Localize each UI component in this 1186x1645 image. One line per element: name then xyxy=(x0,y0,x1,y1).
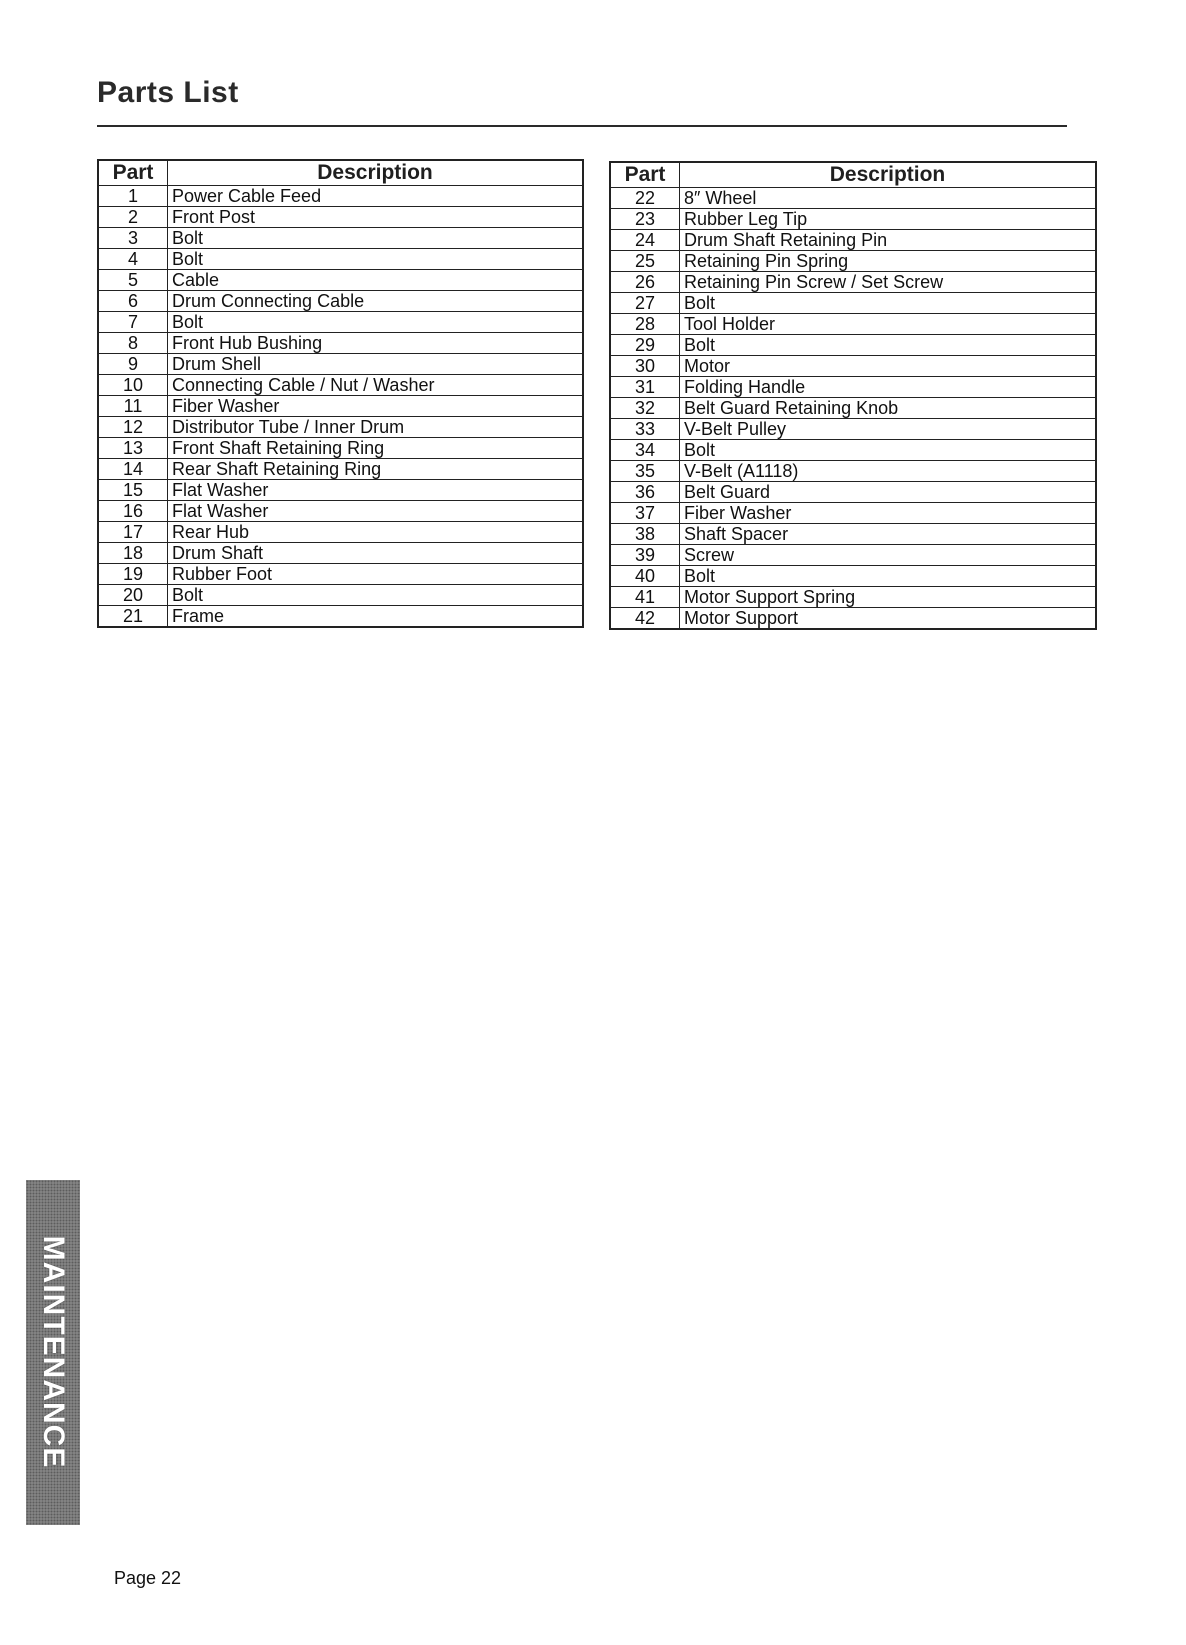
part-number: 15 xyxy=(98,480,168,501)
part-number: 24 xyxy=(610,230,680,251)
part-number: 21 xyxy=(98,606,168,628)
part-description: Drum Connecting Cable xyxy=(168,291,584,312)
part-number: 5 xyxy=(98,270,168,291)
table-row xyxy=(98,480,583,501)
table-header-row xyxy=(610,162,1096,188)
part-description: Rear Hub xyxy=(168,522,584,543)
part-description: Bolt xyxy=(168,312,584,333)
parts-table-left xyxy=(97,159,584,628)
part-number: 41 xyxy=(610,587,680,608)
table-row xyxy=(98,270,583,291)
part-description: Motor Support xyxy=(680,608,1097,630)
part-number: 3 xyxy=(98,228,168,249)
table-row xyxy=(610,377,1096,398)
part-number: 1 xyxy=(98,186,168,207)
table-row xyxy=(610,566,1096,587)
part-description: Rubber Foot xyxy=(168,564,584,585)
column-header-part: Part xyxy=(610,162,680,188)
table-row xyxy=(610,608,1096,630)
table-row xyxy=(98,333,583,354)
part-description: Fiber Washer xyxy=(680,503,1097,524)
part-number: 22 xyxy=(610,188,680,209)
part-number: 2 xyxy=(98,207,168,228)
part-number: 7 xyxy=(98,312,168,333)
part-number: 29 xyxy=(610,335,680,356)
part-number: 8 xyxy=(98,333,168,354)
part-description: Tool Holder xyxy=(680,314,1097,335)
part-description: Belt Guard Retaining Knob xyxy=(680,398,1097,419)
part-description: Screw xyxy=(680,545,1097,566)
table-row xyxy=(98,438,583,459)
parts-table-right xyxy=(609,161,1097,630)
table-row xyxy=(98,375,583,396)
part-number: 20 xyxy=(98,585,168,606)
part-number: 42 xyxy=(610,608,680,630)
part-description: Rear Shaft Retaining Ring xyxy=(168,459,584,480)
table-row xyxy=(98,207,583,228)
page-number: Page 22 xyxy=(114,1568,182,1588)
maintenance-section-tab xyxy=(26,1180,80,1525)
part-number: 23 xyxy=(610,209,680,230)
table-row xyxy=(98,354,583,375)
table-row xyxy=(98,186,583,207)
part-number: 19 xyxy=(98,564,168,585)
table-header-row xyxy=(98,160,583,186)
part-description: Bolt xyxy=(680,440,1097,461)
part-description: Bolt xyxy=(168,228,584,249)
table-row xyxy=(610,398,1096,419)
part-description: Drum Shaft Retaining Pin xyxy=(680,230,1097,251)
table-row xyxy=(610,272,1096,293)
part-number: 39 xyxy=(610,545,680,566)
table-row xyxy=(610,335,1096,356)
table-row xyxy=(610,461,1096,482)
part-description: Flat Washer xyxy=(168,480,584,501)
part-description: Motor xyxy=(680,356,1097,377)
title-divider xyxy=(97,125,1067,127)
part-description: Drum Shell xyxy=(168,354,584,375)
part-number: 31 xyxy=(610,377,680,398)
part-description: 8″ Wheel xyxy=(680,188,1097,209)
part-description: Retaining Pin Spring xyxy=(680,251,1097,272)
table-row xyxy=(610,188,1096,209)
part-number: 37 xyxy=(610,503,680,524)
table-row xyxy=(610,356,1096,377)
part-description: Connecting Cable / Nut / Washer xyxy=(168,375,584,396)
part-number: 4 xyxy=(98,249,168,270)
table-row xyxy=(98,564,583,585)
part-number: 27 xyxy=(610,293,680,314)
part-description: Shaft Spacer xyxy=(680,524,1097,545)
part-number: 6 xyxy=(98,291,168,312)
table-row xyxy=(610,251,1096,272)
table-row xyxy=(98,249,583,270)
part-number: 11 xyxy=(98,396,168,417)
table-row xyxy=(98,459,583,480)
part-description: Bolt xyxy=(168,585,584,606)
table-row xyxy=(610,482,1096,503)
part-number: 30 xyxy=(610,356,680,377)
part-number: 36 xyxy=(610,482,680,503)
part-description: Front Post xyxy=(168,207,584,228)
table-row xyxy=(610,545,1096,566)
table-row xyxy=(610,209,1096,230)
table-row xyxy=(98,501,583,522)
part-description: V-Belt (A1118) xyxy=(680,461,1097,482)
part-number: 32 xyxy=(610,398,680,419)
part-description: Front Shaft Retaining Ring xyxy=(168,438,584,459)
part-description: Cable xyxy=(168,270,584,291)
part-number: 16 xyxy=(98,501,168,522)
part-description: Rubber Leg Tip xyxy=(680,209,1097,230)
table-row xyxy=(98,606,583,628)
table-row xyxy=(610,419,1096,440)
part-number: 9 xyxy=(98,354,168,375)
part-description: Motor Support Spring xyxy=(680,587,1097,608)
part-description: Bolt xyxy=(680,335,1097,356)
table-row xyxy=(610,314,1096,335)
table-row xyxy=(610,524,1096,545)
table-row xyxy=(98,585,583,606)
table-row xyxy=(98,543,583,564)
table-row xyxy=(610,293,1096,314)
part-number: 25 xyxy=(610,251,680,272)
part-description: Front Hub Bushing xyxy=(168,333,584,354)
part-number: 10 xyxy=(98,375,168,396)
part-number: 18 xyxy=(98,543,168,564)
table-row xyxy=(610,503,1096,524)
part-number: 38 xyxy=(610,524,680,545)
column-header-description: Description xyxy=(680,162,1097,188)
table-row xyxy=(98,228,583,249)
part-description: Frame xyxy=(168,606,584,628)
part-description: Bolt xyxy=(680,566,1097,587)
part-number: 33 xyxy=(610,419,680,440)
part-number: 40 xyxy=(610,566,680,587)
part-description: V-Belt Pulley xyxy=(680,419,1097,440)
part-number: 34 xyxy=(610,440,680,461)
part-description: Belt Guard xyxy=(680,482,1097,503)
section-tab-label: MAINTENANCE xyxy=(37,1235,70,1469)
part-number: 35 xyxy=(610,461,680,482)
column-header-description: Description xyxy=(168,160,584,186)
part-description: Distributor Tube / Inner Drum xyxy=(168,417,584,438)
part-number: 12 xyxy=(98,417,168,438)
table-row xyxy=(98,291,583,312)
table-row xyxy=(98,396,583,417)
part-description: Bolt xyxy=(680,293,1097,314)
table-row xyxy=(98,522,583,543)
table-row xyxy=(610,440,1096,461)
column-header-part: Part xyxy=(98,160,168,186)
table-row xyxy=(98,312,583,333)
part-description: Retaining Pin Screw / Set Screw xyxy=(680,272,1097,293)
part-description: Folding Handle xyxy=(680,377,1097,398)
part-number: 14 xyxy=(98,459,168,480)
part-description: Flat Washer xyxy=(168,501,584,522)
part-number: 17 xyxy=(98,522,168,543)
table-row xyxy=(610,230,1096,251)
table-row xyxy=(610,587,1096,608)
part-description: Fiber Washer xyxy=(168,396,584,417)
page-title: Parts List xyxy=(97,76,239,109)
part-number: 13 xyxy=(98,438,168,459)
part-description: Bolt xyxy=(168,249,584,270)
table-row xyxy=(98,417,583,438)
part-number: 26 xyxy=(610,272,680,293)
part-description: Drum Shaft xyxy=(168,543,584,564)
part-number: 28 xyxy=(610,314,680,335)
part-description: Power Cable Feed xyxy=(168,186,584,207)
